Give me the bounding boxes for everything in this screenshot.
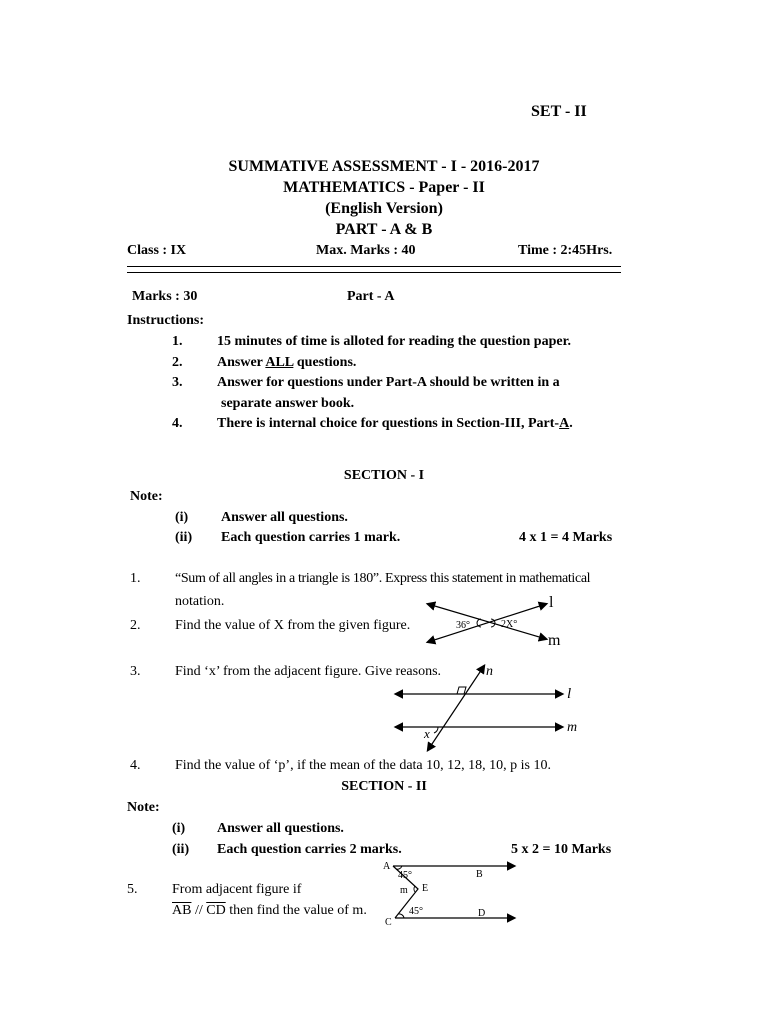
section-2-title: SECTION - II (341, 779, 427, 794)
angle-2x-label: 2X° (501, 619, 518, 630)
section-1-title: SECTION - I (343, 468, 425, 483)
note-text: Each question carries 2 marks. (217, 842, 402, 857)
segment-cd: $\overline{CD}$ (206, 903, 226, 918)
section-2-marks: 5 x 2 = 10 Marks (511, 842, 612, 857)
label-a: A (383, 861, 391, 872)
section-1-note-label: Note: (130, 489, 163, 504)
label-b: B (476, 869, 483, 880)
part-title: PART - A & B (335, 221, 433, 238)
crossing-lines-figure (420, 590, 570, 650)
angle-x-arc (434, 727, 438, 733)
max-marks-label: Max. Marks : 40 (316, 243, 416, 258)
section-2-note-label: Note: (127, 800, 160, 815)
instruction-number: 3. (172, 375, 183, 390)
label-m: m (567, 720, 578, 735)
exam-title: SUMMATIVE ASSESSMENT - I - 2016-2017 (228, 158, 540, 175)
angle-36-label: 36° (456, 620, 470, 631)
transversal-figure (390, 660, 590, 760)
label-l: l (567, 686, 572, 702)
label-m: m (400, 885, 408, 896)
question-number: 3. (130, 664, 141, 679)
question-number: 2. (130, 618, 141, 633)
instruction-text: There is internal choice for questions in Section-III, Part-A. (217, 416, 573, 431)
part-a-marks: Marks : 30 (132, 289, 198, 304)
label-e: E (422, 883, 429, 894)
set-label: SET - II (531, 103, 587, 120)
instruction-text-continued: separate answer book. (221, 396, 355, 411)
instruction-text: Answer ALL questions. (217, 355, 357, 370)
note-number: (i) (175, 510, 189, 525)
label-c: C (385, 917, 392, 928)
note-text: Each question carries 1 mark. (221, 530, 401, 545)
question-text-continued: notation. (175, 594, 225, 609)
angle-45-top-label: 45° (398, 870, 412, 881)
angle-e-arc (414, 886, 415, 892)
instructions-label: Instructions: (127, 313, 205, 328)
question-number: 1. (130, 571, 141, 586)
class-label: Class : IX (127, 243, 187, 258)
note-number: (i) (172, 821, 186, 836)
note-number: (ii) (175, 530, 193, 545)
right-angle-mark (457, 687, 466, 694)
time-label: Time : 2:45Hrs. (518, 243, 613, 258)
instruction-text: Answer for questions under Part-A should be written in a (217, 375, 560, 390)
label-n: n (486, 664, 493, 679)
instruction-number: 2. (172, 355, 183, 370)
question-text: Find the value of X from the given figure. (175, 618, 411, 633)
angle-c-arc (398, 914, 404, 918)
question-text-continued: $\overline{AB} // \overline{CD}$ then find the value of m. (172, 903, 367, 918)
paper-title: MATHEMATICS - Paper - II (283, 179, 485, 196)
question-number: 5. (127, 882, 138, 897)
transversal-n (428, 666, 484, 750)
instruction-text: 15 minutes of time is alloted for reading the question paper. (217, 334, 572, 349)
question-number: 4. (130, 758, 141, 773)
label-l: l (549, 594, 554, 611)
version-label: (English Version) (325, 200, 443, 217)
angle-45-bottom-label: 45° (409, 906, 423, 917)
part-a-label: Part - A (347, 289, 395, 304)
instruction-number: 4. (172, 416, 183, 431)
question-text: “Sum of all angles in a triangle is 180”. Express this statement in mathematical (175, 571, 591, 586)
section-1-marks: 4 x 1 = 4 Marks (519, 530, 613, 545)
note-text: Answer all questions. (217, 821, 344, 836)
parallel-zigzag-figure (380, 855, 530, 930)
note-number: (ii) (172, 842, 190, 857)
label-m: m (548, 632, 561, 649)
note-text: Answer all questions. (221, 510, 348, 525)
question-text: Find the value of ‘p’, if the mean of the data 10, 12, 18, 10, p is 10. (175, 758, 551, 773)
label-x: x (424, 726, 430, 741)
divider-bottom (127, 272, 621, 273)
question-text: From adjacent figure if (172, 882, 302, 897)
question-text: Find ‘x’ from the adjacent figure. Give reasons. (175, 664, 442, 679)
label-d: D (478, 908, 486, 919)
divider-top (127, 266, 621, 267)
instruction-number: 1. (172, 334, 183, 349)
segment-ab: $\overline{AB}$ (172, 903, 192, 918)
